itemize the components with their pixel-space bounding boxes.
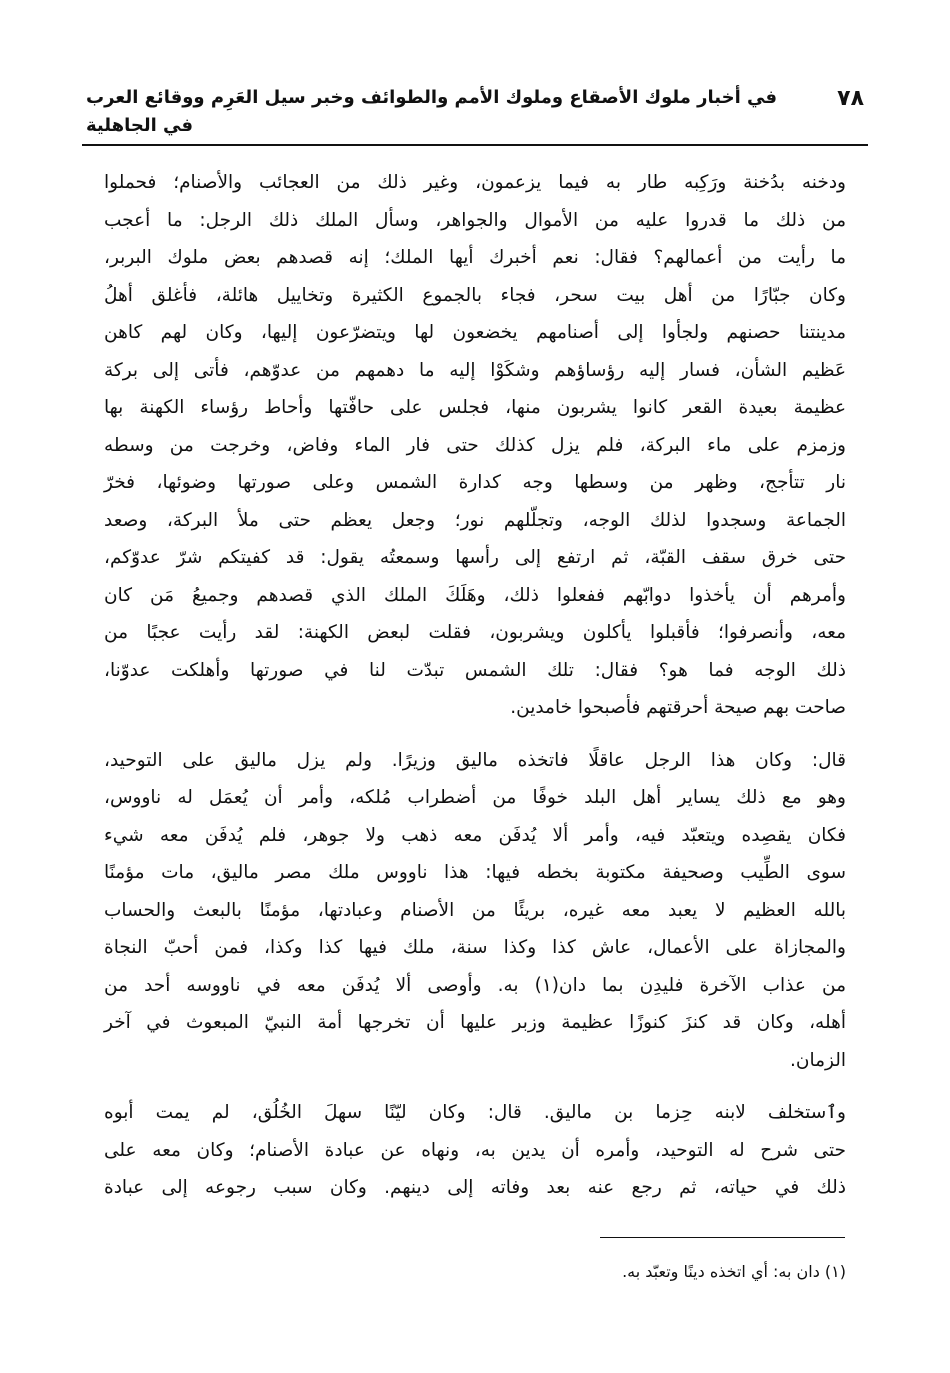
footnote: (١) دان به: أي اتخذه دينًا وتعبّد به.: [622, 1261, 846, 1281]
text-line: ذلك في حياته، ثم رجع عنه بعد وفاته إلى دينهم. وكان سبب رجوعه إلى عبادة: [104, 1177, 846, 1198]
page-number: ٧٨: [837, 86, 864, 111]
text-line: صاحت بهم صيحة أحرقتهم فأصبحوا خامدين.: [510, 697, 846, 718]
text-line: معه، وأنصرفوا؛ فأقبلوا يأكلون ويشربون، فقلت لبعض الكهنة: لقد رأيت عجبًا من: [104, 622, 846, 643]
text-line: أهله، وكان قد كنزَ كنوزًا عظيمة وزبر عليها أن تخرجها أمة النبيّ المبعوث في آخر: [104, 1012, 846, 1033]
text-line: ودخنه بدُخنة ورَكِبه طار به فيما يزعمون، وغير ذلك من العجائب والأصنام؛ فحملوا: [104, 172, 846, 193]
text-line: وكان جبّارًا من أهل بيت سحر، فجاء بالجموع الكثيرة وتخاييل هائلة، فأغلق أهلُ: [104, 284, 846, 306]
text-line: مدينتنا حصنهم ولجأوا إلى أصنامهم يخضعون لها ويتضرّعون إليها، وكان لهم كاهن: [104, 322, 846, 343]
paragraph: [104, 164, 846, 727]
paragraph: [104, 1094, 846, 1207]
text-line: فكان يقصِده ويتعبّد فيه، وأمر ألا يُدفَن معه ذهب ولا جوهر، فلم يُدفَن معه شيء: [104, 824, 846, 846]
text-line: سوى الطِّيب وصحيفة مكتوبة بخطه فيها: هذا ناووس ملك مصر ماليق، مات مؤمنًا: [104, 862, 846, 883]
text-line: وأمرهم أن يأخذوا دوابّهم ففعلوا ذلك، وهَلَكَ الملك الذي قصدهم وجميعُ مَن كان: [104, 584, 846, 606]
text-line: والمجازاة على الأعمال، عاش كذا وكذا سنة، ملك فيها كذا وكذا، فمن أحبّ النجاة: [104, 937, 846, 958]
text-line: نار تتأجج، وظهر من وسطها وجه كدارة الشمس وعلى صورتها وضوئها، فخرّ: [104, 472, 846, 493]
text-line: من ذلك ما قدروا عليه من الأموال والجواهر، وسأل الملك ذلك الرجل: ما أعجب: [104, 209, 846, 231]
text-line: ذلك الوجه فما هو؟ فقال: تلك الشمس تبدّت لنا في صورتها وأهلكت عدوّنا،: [104, 659, 846, 681]
text-line: حتى شرح له التوحيد، وأمره أن يدين به، ونهاه عن عبادة الأصنام؛ وكان معه على: [104, 1139, 846, 1161]
text-line: عَظيم الشأن، فسار إليه رؤساؤهم وشكَوْا إليه ما دهمهم من عدوّهم، فأتى إلى بركة: [104, 359, 846, 381]
text-line: عظيمة بعيدة القعر كانوا يشربون منها، فجلس على حافّتها وأحاط رؤساء الكهنة بها: [104, 397, 846, 418]
text-line: قال: وكان هذا الرجل عاقلًا فاتخذه ماليق وزيرًا. ولم يزل ماليق على التوحيد،: [104, 749, 846, 771]
text-line: حتى خرق سقف القبّة، ثم ارتفع إلى رأسها وسمعتُه يقول: قد كفيتكم شرّ عدوّكم،: [104, 547, 846, 568]
text-line: بالله العظيم لا يعبد معه غيره، بريئًا من الأصنام وعبادتها، مؤمنًا بالبعث والحساب: [104, 899, 846, 921]
running-header: [82, 82, 868, 146]
text-line: الجماعة وسجدوا لذلك الوجه، وتجلّلهم نور؛ وجعل يعظم حتى ملأ البركة، وصعد: [104, 509, 846, 531]
body-text: [104, 164, 846, 1207]
text-line: وٱستخلف لابنه حِزما بن ماليق. قال: وكان ليّنًا سهلَ الخُلُق، لم يمت أبوه: [104, 1102, 846, 1123]
text-line: من عذاب الآخرة فليدِن بما دان(١) به. وأوصى ألا يُدفَن معه في ناووسه أحد من: [104, 974, 846, 996]
text-line: ما رأيت من أعمالهم؟ فقال: نعم أخبرك أيها الملك؛ إنه قصدهم بعض ملوك البربر،: [104, 247, 846, 268]
footnote-divider: [600, 1237, 845, 1238]
text-line: وزمزم على ماء البركة، فلم يزل كذلك حتى فار الماء وفاض، وخرجت من وسطه: [104, 434, 846, 456]
text-line: وهو مع ذلك يساير أهل البلد خوفًا من أضطراب مُلكه، وأمر أن يُعمَل له ناووس،: [104, 787, 846, 808]
text-line: الزمان.: [790, 1049, 846, 1071]
paragraph: [104, 742, 846, 1080]
running-title: في أخبار ملوك الأصقاع وملوك الأمم والطوائف وخبر سيل العَرِم ووقائع العرب في الجاهلية: [86, 87, 778, 136]
